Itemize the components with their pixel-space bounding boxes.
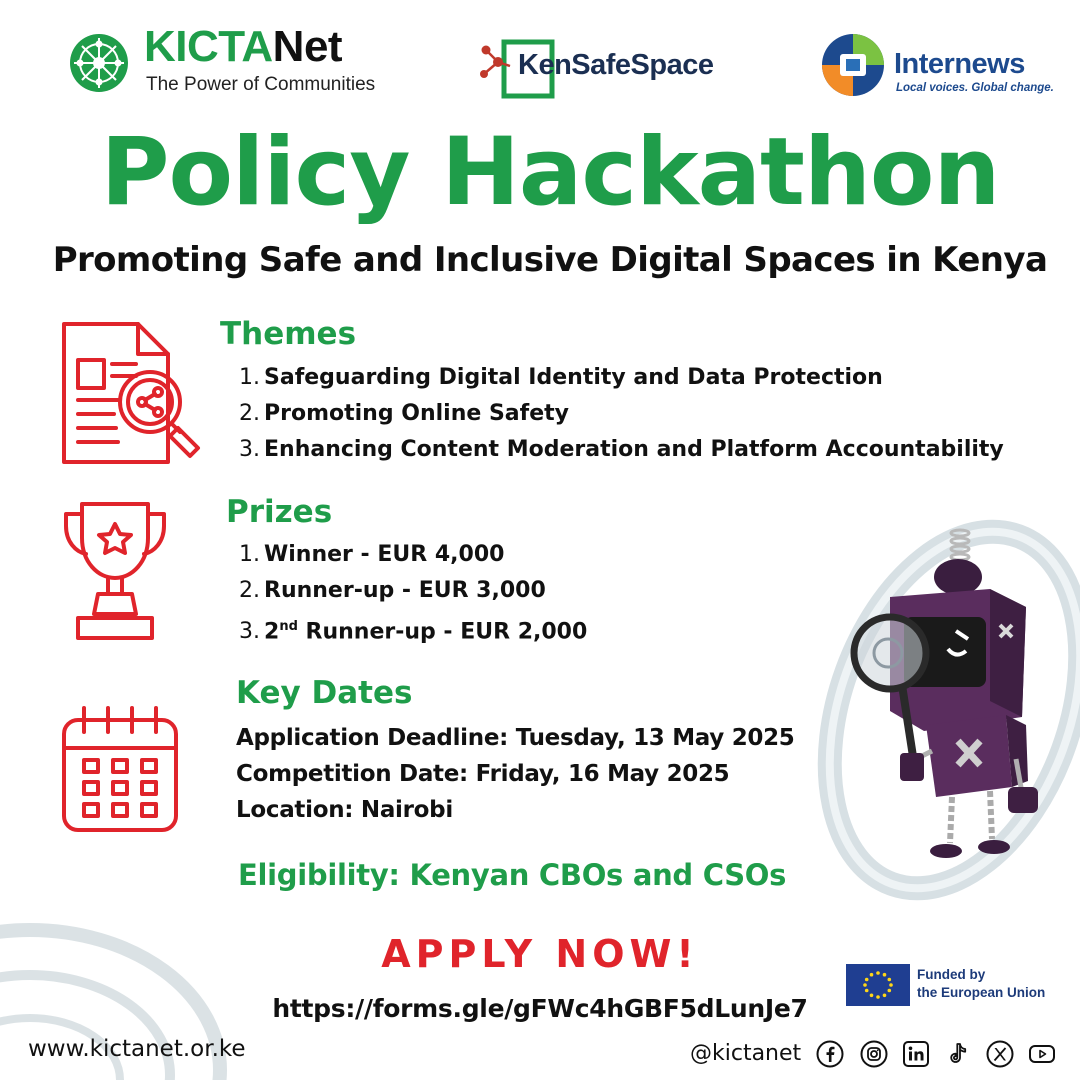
list-item [232,537,587,573]
list-item [232,396,1004,432]
ordinal-suffix: nd [279,619,298,634]
internews-tagline: Local voices. Global change. [896,82,1054,94]
list-text: Promoting Online Safety [264,401,569,426]
linkedin-icon[interactable] [902,1040,930,1068]
youtube-icon[interactable] [1028,1040,1056,1068]
prizes-list [232,537,587,645]
competition-date: Competition Date: Friday, 16 May 2025 [236,761,730,787]
list-text: Enhancing Content Moderation and Platform Accountability [264,437,1004,462]
prizes-heading: Prizes [226,494,333,530]
facebook-icon[interactable] [816,1040,844,1068]
themes-heading: Themes [220,316,357,352]
kensafespace-logo [476,36,726,100]
kictanet-logo [68,22,388,100]
circuit-globe-icon [68,32,130,94]
eu-funding-note [917,966,1045,1002]
ordinal-number: 2 [264,619,280,645]
list-text: Runner-up - EUR 3,000 [264,578,546,603]
social-handle: @kictanet [690,1041,802,1066]
internews-logo [820,32,1054,104]
website-link[interactable]: www.kictanet.or.ke [28,1036,246,1062]
key-dates-list [236,720,795,828]
eu-flag-icon [846,964,910,1006]
internews-emblem-icon [820,32,886,98]
page-subtitle: Promoting Safe and Inclusive Digital Spaces in Kenya [52,240,1048,280]
list-item [232,609,587,645]
trophy-icon [60,498,170,646]
list-number: 1. [239,365,260,390]
list-text: Safeguarding Digital Identity and Data Protection [264,365,883,390]
key-dates-heading: Key Dates [236,675,413,711]
kensafespace-wordmark: KenSafeSpace [518,49,714,81]
instagram-icon[interactable] [860,1040,888,1068]
kictanet-wordmark [144,22,342,72]
application-deadline: Application Deadline: Tuesday, 13 May 2025 [236,725,795,751]
location: Location: Nairobi [236,797,453,823]
list-item [232,360,1004,396]
apply-now-heading: APPLY NOW! [381,932,699,976]
list-item [232,432,1004,468]
calendar-icon [60,704,180,834]
page-title: Policy Hackathon [100,118,1000,227]
list-number: 3. [239,437,260,462]
funding-line-1: Funded by [917,967,986,982]
x-icon[interactable] [986,1040,1014,1068]
list-number: 1. [239,542,260,567]
eligibility-text: Eligibility: Kenyan CBOs and CSOs [238,858,787,892]
list-number: 2. [239,578,260,603]
tiktok-icon[interactable] [944,1040,972,1068]
themes-list [232,360,1004,468]
document-search-icon [58,320,208,470]
robot-illustration [840,525,1060,875]
list-number: 2. [239,401,260,426]
funding-line-2: the European Union [917,985,1046,1000]
kictanet-wordmark-black: Net [272,22,343,71]
application-form-link[interactable]: https://forms.gle/gFWc4hGBF5dLunJe7 [272,994,808,1023]
kictanet-wordmark-green: KICTA [144,22,273,71]
list-number: 3. [239,619,260,645]
internews-wordmark: Internews [894,48,1025,80]
kictanet-tagline: The Power of Communities [146,74,376,95]
list-item [232,573,587,609]
list-text: Winner - EUR 4,000 [264,542,505,567]
list-text: Runner-up - EUR 2,000 [297,619,588,645]
